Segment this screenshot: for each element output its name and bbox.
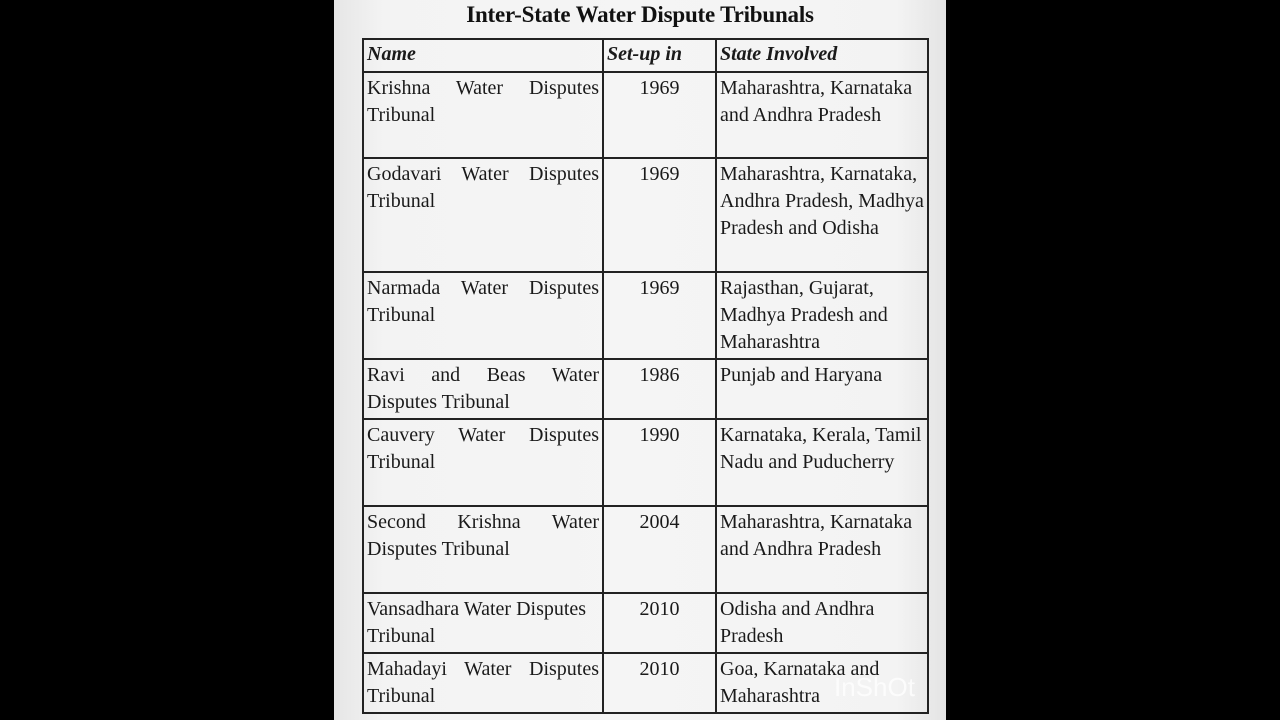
tribunal-name: Krishna Water Disputes Tribunal bbox=[363, 72, 603, 158]
tribunal-name: Mahadayi Water Disputes Tribunal bbox=[363, 653, 603, 713]
table-row bbox=[363, 593, 928, 653]
column-header-states: State Involved bbox=[716, 39, 928, 72]
tribunal-name: Ravi and Beas Water Disputes Tribunal bbox=[363, 359, 603, 419]
setup-year: 2010 bbox=[603, 593, 716, 653]
setup-year: 2010 bbox=[603, 653, 716, 713]
tribunal-name: Cauvery Water Disputes Tribunal bbox=[363, 419, 603, 506]
setup-year: 1969 bbox=[603, 272, 716, 359]
table-row bbox=[363, 72, 928, 158]
document-title: Inter-State Water Dispute Tribunals bbox=[466, 2, 814, 27]
states-involved: Maharashtra, Karnataka and Andhra Pradesh bbox=[716, 72, 928, 158]
table-row bbox=[363, 359, 928, 419]
tribunal-name: Godavari Water Disputes Tribunal bbox=[363, 158, 603, 272]
inshot-watermark: InShOt bbox=[834, 672, 915, 702]
tribunal-name: Narmada Water Disputes Tribunal bbox=[363, 272, 603, 359]
table-row bbox=[363, 653, 928, 713]
states-involved: Maharashtra, Karnataka and Andhra Pradesh bbox=[716, 506, 928, 593]
table-header-row bbox=[363, 39, 928, 72]
setup-year: 1969 bbox=[603, 72, 716, 158]
tribunals-table bbox=[362, 38, 929, 714]
tribunal-name: Vansadhara Water Disputes Tribunal bbox=[363, 593, 603, 653]
tribunal-name: Second Krishna Water Disputes Tribunal bbox=[363, 506, 603, 593]
column-header-name: Name bbox=[363, 39, 603, 72]
setup-year: 1969 bbox=[603, 158, 716, 272]
setup-year: 1986 bbox=[603, 359, 716, 419]
states-involved: Rajasthan, Gujarat, Madhya Pradesh and Maharashtra bbox=[716, 272, 928, 359]
states-involved: Karnataka, Kerala, Tamil Nadu and Puducherry bbox=[716, 419, 928, 506]
document-page bbox=[334, 0, 946, 720]
setup-year: 2004 bbox=[603, 506, 716, 593]
states-involved: Maharashtra, Karnataka, Andhra Pradesh, Madhya Pradesh and Odisha bbox=[716, 158, 928, 272]
states-involved: Punjab and Haryana bbox=[716, 359, 928, 419]
column-header-setup-year: Set-up in bbox=[603, 39, 716, 72]
states-involved: Goa, Karnataka and Maharashtra bbox=[716, 653, 928, 713]
table-row bbox=[363, 158, 928, 272]
setup-year: 1990 bbox=[603, 419, 716, 506]
states-involved: Odisha and Andhra Pradesh bbox=[716, 593, 928, 653]
table-row bbox=[363, 506, 928, 593]
table-row bbox=[363, 419, 928, 506]
table-row bbox=[363, 272, 928, 359]
